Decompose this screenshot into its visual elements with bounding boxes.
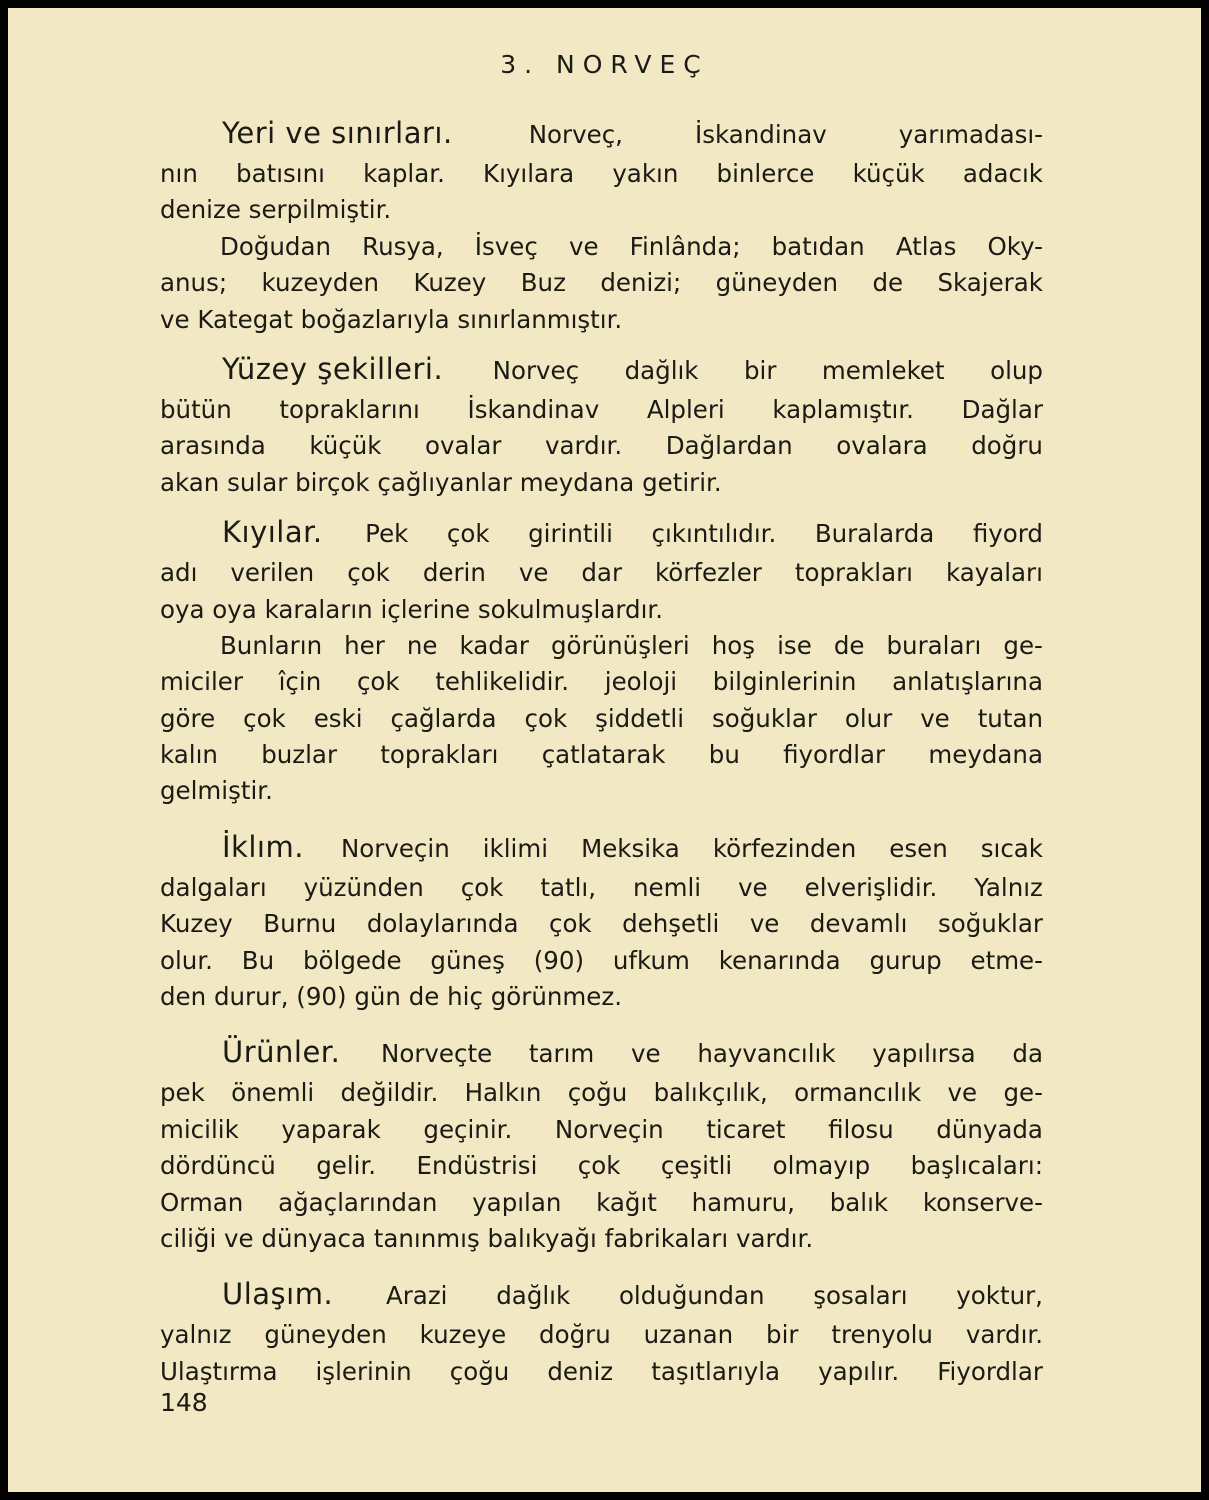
word: tehlikelidir. (435, 667, 570, 697)
word: Dağlardan (665, 431, 793, 461)
word: ve (749, 909, 780, 939)
word: Yalnız (974, 872, 1043, 902)
word: kuzeyden (261, 268, 380, 298)
word: Kuzey (413, 268, 487, 298)
word: Orman (160, 1187, 244, 1217)
paragraph-line: akan sular birçok çağlıyanlar meydana getirir. (160, 467, 722, 497)
word: trenyolu (831, 1320, 933, 1350)
word: derin (422, 558, 486, 588)
word: kağıt (596, 1187, 657, 1217)
word: Norveç (492, 355, 580, 385)
word: Halkın (464, 1078, 542, 1108)
paragraph-line (160, 229, 1043, 265)
word: balık (829, 1187, 889, 1217)
word: binlerce (716, 159, 815, 188)
word: dördüncü (160, 1151, 276, 1181)
word: İskandinav (467, 394, 600, 424)
paragraph-line (160, 1271, 1043, 1317)
word: körfezinden (712, 833, 857, 863)
word: yüzünden (303, 872, 424, 902)
word: tutan (977, 703, 1043, 733)
word: çok (446, 519, 490, 549)
word: adacık (962, 159, 1043, 188)
section-heading-ulasim: Ulaşım. (222, 1277, 334, 1312)
word: çok (460, 872, 504, 902)
word: batıdan (771, 231, 865, 261)
section-heading-yeri: Yeri ve sınırları. (222, 116, 453, 150)
word: miciler (160, 667, 243, 697)
word: gelir. (316, 1151, 377, 1181)
word: çok (524, 703, 568, 733)
word: kalın (160, 740, 218, 770)
word: nın (160, 159, 198, 188)
word: Meksika (581, 833, 680, 863)
word: dalgaları (160, 872, 267, 902)
word: hayvancılık (697, 1039, 836, 1069)
word: da (1012, 1039, 1043, 1069)
word: esen (889, 833, 948, 863)
word: yapılır. (818, 1356, 900, 1386)
word: dünyada (936, 1114, 1043, 1144)
word: önemli (231, 1078, 315, 1108)
word: eski (313, 703, 363, 733)
word: îçin (278, 667, 322, 697)
word: yakın (612, 159, 679, 188)
word: batısını (236, 159, 325, 188)
word: dar (581, 558, 623, 588)
word: küçük (309, 431, 382, 461)
word: değildir. (340, 1078, 439, 1108)
paragraph-line (160, 1029, 1043, 1075)
word: Buralarda (814, 519, 935, 549)
word: körfezler (654, 558, 762, 588)
page-number: 148 (160, 1388, 208, 1417)
word: Oky- (987, 231, 1043, 261)
word: Kuzey (160, 909, 233, 939)
word: ovalara (836, 431, 928, 461)
word: memleket (821, 355, 945, 385)
word: İskandinav (695, 120, 827, 149)
word: dağlık (624, 355, 699, 385)
word: balıkçılık, (653, 1078, 768, 1108)
section-heading-iklim: İklım. (222, 829, 304, 864)
word: çoğu (449, 1356, 510, 1386)
word: anus; (160, 268, 228, 298)
word: bilginlerinin (712, 667, 857, 697)
word: etme- (970, 945, 1043, 975)
word: micilik (160, 1114, 239, 1144)
word: dehşetli (622, 909, 720, 939)
word: ve (631, 1039, 661, 1069)
paragraph-line (160, 870, 1043, 906)
word: kenarında (718, 945, 841, 975)
paragraph-line: oya oya karaların içlerine sokulmuşlardır. (160, 594, 663, 624)
word: çıkıntılıdır. (651, 519, 777, 549)
word: başlıcaları: (910, 1151, 1043, 1181)
paragraph-line (160, 824, 1043, 870)
paragraph-line: gelmiştir. (160, 776, 273, 806)
word: ovalar (425, 431, 502, 461)
word: soğuklar (711, 703, 817, 733)
section-heading-yuzey: Yüzey şekilleri. (222, 351, 444, 386)
word: Skajerak (937, 268, 1043, 298)
chapter-title: 3. NORVEÇ (500, 50, 709, 79)
word: bütün (160, 394, 232, 424)
word: çok (356, 667, 400, 697)
word: yaparak (281, 1114, 381, 1144)
word: her (344, 630, 385, 660)
word: kuzeye (419, 1320, 507, 1350)
section-heading-urunler: Ürünler. (222, 1035, 341, 1070)
word: çeşitli (660, 1151, 733, 1181)
word: ve (947, 1078, 978, 1108)
word: devamlı (809, 909, 908, 939)
paragraph-line (160, 628, 1043, 664)
section-heading-kiyilar: Kıyılar. (222, 515, 323, 550)
word: güneyden (715, 268, 839, 298)
word: ağaçlarından (278, 1187, 438, 1217)
word: de (833, 630, 865, 660)
word: göre (160, 703, 216, 733)
word: olur (844, 703, 893, 733)
word: toprakları (794, 558, 913, 588)
paragraph-line (160, 1112, 1043, 1148)
word: arasında (160, 431, 266, 461)
word: meydana (928, 740, 1043, 770)
word: olur. (160, 945, 213, 975)
word: Rusya, (362, 231, 444, 261)
word: Kıyılara (483, 159, 575, 188)
word: tatlı, (540, 872, 596, 902)
word: çok (347, 558, 390, 588)
word: işlerinin (315, 1356, 412, 1386)
word: Pek (365, 519, 409, 549)
paragraph-line (160, 664, 1043, 700)
word: Buz (520, 268, 566, 298)
paragraph-line (160, 110, 1043, 156)
word: ve (738, 872, 768, 902)
word: Ulaştırma (160, 1356, 278, 1386)
word: Bu (241, 945, 275, 975)
word: Arazi (385, 1281, 448, 1311)
word: fiyordlar (783, 740, 886, 770)
word: güneyden (264, 1320, 387, 1350)
word: küçük (852, 159, 925, 188)
word: pek (160, 1078, 205, 1108)
word: yapılan (472, 1187, 562, 1217)
paragraph-line (160, 509, 1043, 555)
word: çok (577, 1151, 621, 1181)
word: buzlar (261, 740, 338, 770)
word: topraklarını (279, 394, 420, 424)
paragraph-line: den durur, (90) gün de hiç görünmez. (160, 982, 623, 1012)
word: tarım (528, 1039, 595, 1069)
paragraph-line (160, 346, 1043, 392)
paragraph-line: ciliği ve dünyaca tanınmış balıkyağı fabrikaları vardır. (160, 1223, 814, 1253)
word: elverişlidir. (804, 872, 938, 902)
word: kadar (459, 630, 529, 660)
word: filosu (828, 1114, 894, 1144)
word: Burnu (263, 909, 337, 939)
word: gurup (869, 945, 942, 975)
word: sıcak (980, 833, 1043, 863)
word: Atlas (895, 231, 957, 261)
word: hamuru, (691, 1187, 795, 1217)
word: verilen (230, 558, 315, 588)
word: nemli (632, 872, 702, 902)
word: girintili (528, 519, 613, 549)
paragraph-line: ve Kategat boğazlarıyla sınırlanmıştır. (160, 304, 623, 334)
paragraph-line (160, 1075, 1043, 1111)
paragraph-line (160, 156, 1043, 192)
word: olduğundan (618, 1281, 765, 1311)
word: ge- (1003, 630, 1043, 660)
paragraph-line (160, 1148, 1043, 1184)
word: Alpleri (646, 394, 725, 424)
word: fiyord (972, 519, 1043, 549)
word: yarımadası- (898, 120, 1043, 149)
word: bir (743, 355, 777, 385)
word: Fiyordlar (937, 1356, 1043, 1386)
word: vardır. (965, 1320, 1043, 1350)
word: hoş (711, 630, 756, 660)
word: kaplar. (363, 159, 445, 188)
word: güneş (430, 945, 505, 975)
paragraph-line (160, 555, 1043, 591)
paragraph-line (160, 1317, 1043, 1353)
paragraph-line (160, 1354, 1043, 1390)
word: bölgede (302, 945, 402, 975)
paragraph-line: denize serpilmiştir. (160, 195, 392, 225)
word: Finlânda; (629, 231, 741, 261)
word: ve (920, 703, 950, 733)
word: anlatışlarına (892, 667, 1043, 697)
word: ise (777, 630, 812, 660)
word: bu (708, 740, 740, 770)
word: Doğudan (220, 231, 332, 261)
word: Endüstrisi (416, 1151, 538, 1181)
paragraph-line (160, 701, 1043, 737)
word: yapılırsa (872, 1039, 976, 1069)
word: vardır. (545, 431, 623, 461)
paragraph-line (160, 1185, 1043, 1221)
word: ormancılık (794, 1078, 922, 1108)
word: iklimi (482, 833, 549, 863)
word: deniz (547, 1356, 614, 1386)
word: kaplamıştır. (772, 394, 914, 424)
body-text (160, 110, 1043, 1390)
paragraph-line (160, 428, 1043, 464)
book-page (8, 8, 1201, 1492)
paragraph-line (160, 265, 1043, 301)
word: ge- (1003, 1078, 1043, 1108)
word: çatlatarak (541, 740, 666, 770)
word: İsveç (474, 231, 538, 261)
word: de (872, 268, 904, 298)
word: görünüşleri (551, 630, 690, 660)
word: şosaları (813, 1281, 908, 1311)
word: doğru (971, 431, 1043, 461)
word: toprakları (380, 740, 499, 770)
word: uzanan (643, 1320, 734, 1350)
paragraph-line (160, 737, 1043, 773)
word: olmayıp (772, 1151, 871, 1181)
word: ne (406, 630, 438, 660)
word: Norveçin (554, 1114, 664, 1144)
word: kayaları (945, 558, 1043, 588)
word: çok (548, 909, 592, 939)
word: denizi; (600, 268, 682, 298)
word: jeoloji (604, 667, 678, 697)
word: buraları (886, 630, 982, 660)
word: Norveçin (340, 833, 450, 863)
word: Norveçte (381, 1039, 493, 1069)
word: olup (990, 355, 1043, 385)
word: taşıtlarıyla (651, 1356, 781, 1386)
word: dağlık (496, 1281, 571, 1311)
word: geçinir. (423, 1114, 513, 1144)
word: yoktur, (956, 1281, 1043, 1311)
word: ve (518, 558, 549, 588)
word: şiddetli (595, 703, 685, 733)
word: doğru (539, 1320, 611, 1350)
word: dolaylarında (366, 909, 519, 939)
word: ticaret (706, 1114, 786, 1144)
word: çağlarda (390, 703, 497, 733)
word: çoğu (567, 1078, 628, 1108)
paragraph-line (160, 906, 1043, 942)
word: Norveç, (528, 120, 623, 149)
word: soğuklar (937, 909, 1043, 939)
word: ve (568, 231, 599, 261)
word: (90) (533, 945, 585, 975)
word: Dağlar (961, 394, 1043, 424)
word: Bunların (220, 630, 323, 660)
paragraph-line (160, 392, 1043, 428)
word: çok (243, 703, 286, 733)
word: konserve- (922, 1187, 1043, 1217)
word: bir (766, 1320, 799, 1350)
word: adı (160, 558, 198, 588)
paragraph-line (160, 943, 1043, 979)
word: yalnız (160, 1320, 232, 1350)
word: ufkum (612, 945, 690, 975)
